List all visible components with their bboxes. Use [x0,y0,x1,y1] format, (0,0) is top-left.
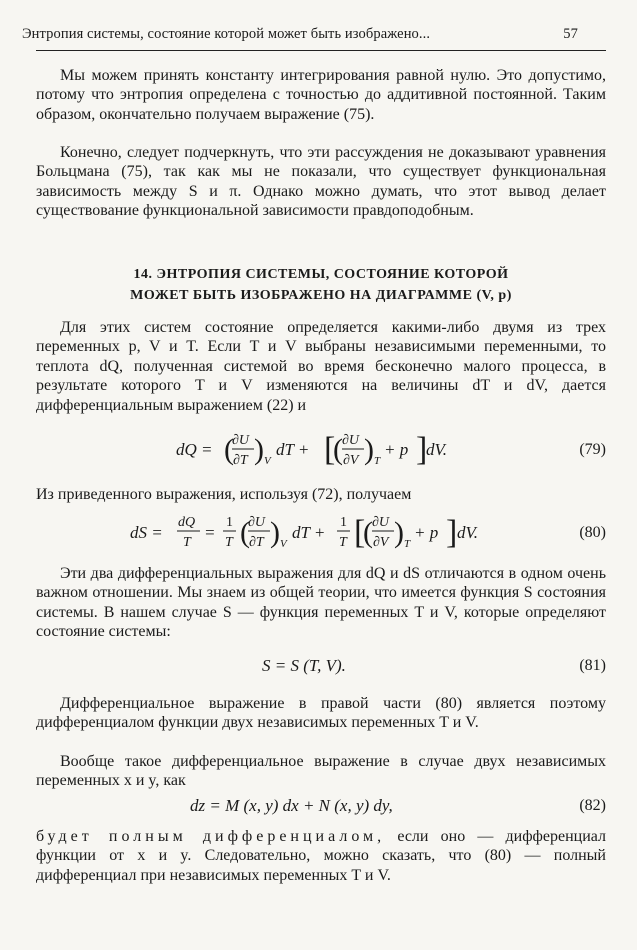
emphasized-term: будет полным дифференциалом, [36,828,386,845]
svg-text:∂T: ∂T [249,535,264,550]
page-number: 57 [563,26,578,42]
svg-text:T: T [339,535,347,550]
svg-text:1: 1 [340,515,347,530]
equation-82-number: (82) [579,797,606,814]
svg-text:dV.: dV. [457,523,478,542]
svg-text:): ) [364,433,374,466]
paragraph-4: Из приведенного выражения, используя (72), получаем [36,486,412,503]
equation-80-formula [130,510,530,556]
svg-text:T: T [225,535,233,550]
svg-text:dT +: dT + [276,440,310,459]
svg-text:]: ] [416,431,428,468]
equation-81 [36,656,606,696]
running-header [22,26,578,43]
svg-text:(: ( [333,433,343,466]
svg-text:V: V [264,455,271,467]
header-rule [36,50,606,51]
svg-text:): ) [394,516,404,549]
equation-80 [36,510,606,550]
paragraph-3: Для этих систем состояние определяется какими-либо двумя из трех переменных p, V и T. Если T и V выбраны независимыми переменными, то теплота dQ, полученная системой во время бесконечно малого процесса, в результате которого T и V изменяются на величины dT и dV, дается дифференциальным выражением (22) и [36,319,606,414]
svg-text:]: ] [446,514,458,551]
svg-text:): ) [270,516,280,549]
equation-79-formula [176,428,496,472]
svg-text:(: ( [224,433,234,466]
section-heading [36,264,606,306]
svg-text:∂V: ∂V [343,453,359,468]
svg-text:1: 1 [226,515,233,530]
svg-text:dS =: dS = [130,523,163,542]
svg-text:dQ =: dQ = [176,440,213,459]
svg-text:[: [ [354,514,366,551]
svg-text:[: [ [324,431,336,468]
paragraph-6: Дифференциальное выражение в правой части (80) является поэтому дифференциалом функции двух независимых переменных T и V. [36,695,606,732]
svg-text:∂U: ∂U [232,433,250,448]
paragraph-8: будет полным дифференциалом, если оно — дифференциал функции от x и y. Следовательно, можно сказать, что (80) — полный дифференциал при независимых переменных T и V. [36,828,607,884]
equation-81-formula: S = S (T, V). [262,656,346,675]
paragraph-2: Конечно, следует подчеркнуть, что эти рассуждения не доказывают уравнения Больцмана (75), так как мы не показали, что существует функциональная зависимость между S и π. Однако можно думать, что этот вывод делает существование функциональной зависимости правдоподобным. [36,144,606,220]
svg-text:=: = [204,523,216,542]
svg-text:(: ( [363,516,373,549]
section-heading-line-1: 14. ЭНТРОПИЯ СИСТЕМЫ, СОСТОЯНИЕ КОТОРОЙ [133,267,509,282]
running-title: Энтропия системы, состояние которой может быть изображено... [22,26,431,42]
equation-79-number: (79) [579,441,606,458]
paragraph-1: Мы можем принять константу интегрирования равной нулю. Это допустимо, потому что энтропия определена с точностью до аддитивной постоянной. Таким образом, окончательно получаем выражение (75). [36,67,606,123]
svg-text:(: ( [240,516,250,549]
svg-text:V: V [280,538,287,550]
paragraph-7: Вообще такое дифференциальное выражение в случае двух независимых переменных x и y, как [36,753,606,790]
svg-text:dV.: dV. [426,440,447,459]
svg-text:+ p: + p [414,523,439,542]
equation-81-number: (81) [579,657,606,674]
svg-text:T: T [183,535,191,550]
equation-79 [36,428,606,468]
svg-text:dT +: dT + [292,523,326,542]
svg-text:∂U: ∂U [372,515,390,530]
section-heading-line-2: МОЖЕТ БЫТЬ ИЗОБРАЖЕНО НА ДИАГРАММЕ (V, p) [130,288,512,303]
svg-text:+ p: + p [384,440,409,459]
svg-text:T: T [404,538,411,550]
svg-text:∂U: ∂U [248,515,266,530]
paragraph-5: Эти два дифференциальных выражения для dQ и dS отличаются в одном очень важном отношении. Мы знаем из общей теории, что имеется функция S состояния системы. В нашем случае S — функция переменных T и V, которые определяют состояние системы: [36,565,606,641]
svg-text:T: T [374,455,381,467]
svg-text:∂U: ∂U [342,433,360,448]
svg-text:∂T: ∂T [233,453,248,468]
equation-82-formula: dz = M (x, y) dx + N (x, y) dy, [190,796,393,815]
svg-text:): ) [254,433,264,466]
equation-80-number: (80) [579,524,606,541]
svg-text:dQ: dQ [178,515,196,530]
svg-text:∂V: ∂V [373,535,389,550]
